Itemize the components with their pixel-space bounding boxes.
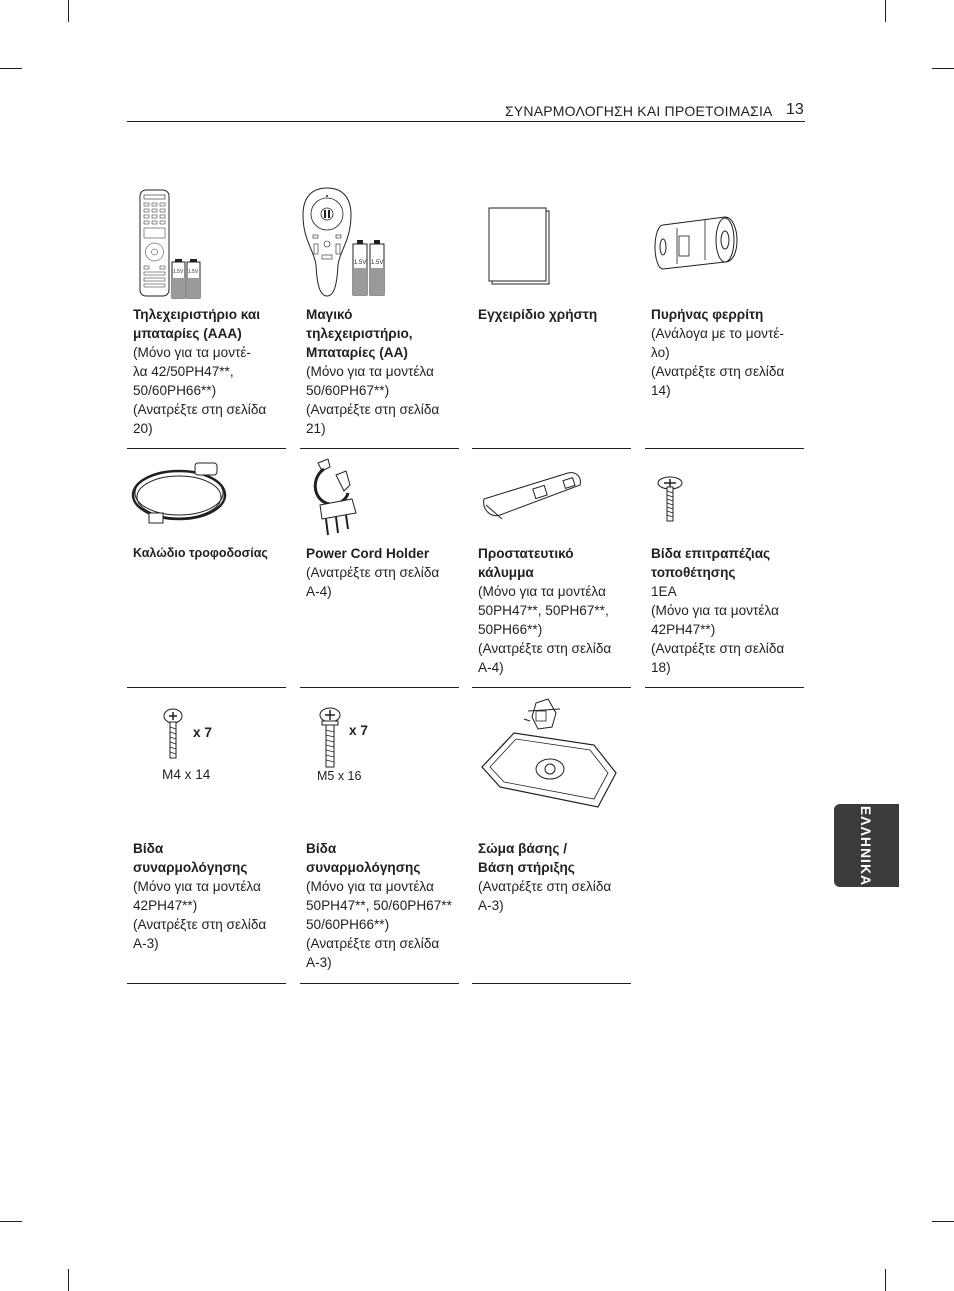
page-number: 13 bbox=[786, 101, 804, 118]
item-owners-manual bbox=[472, 180, 631, 448]
item-line: (Ανατρέξτε στη σελίδα bbox=[478, 641, 612, 656]
item-power-cord bbox=[127, 449, 286, 687]
crop-mark bbox=[0, 68, 22, 69]
item-line: 42PH47**) bbox=[133, 898, 198, 913]
item-line: (Ανάλογα με το μοντέ- bbox=[651, 326, 784, 341]
item-title: Βίδα συναρμολόγησης bbox=[306, 841, 421, 875]
item-line: (Μόνο για τα μοντέλα bbox=[651, 603, 779, 618]
item-title: Καλώδιο τροφοδοσίας bbox=[133, 546, 268, 560]
item-line: (Ανατρέξτε στη σελίδα bbox=[478, 879, 612, 894]
item-description bbox=[133, 839, 266, 953]
item-description bbox=[306, 839, 452, 972]
item-line: 14) bbox=[651, 383, 671, 398]
item-magic-remote bbox=[300, 180, 459, 448]
item-line: 50PH47**, 50/60PH67** bbox=[306, 898, 452, 913]
item-line: (Μόνο για τα μοντέ- bbox=[133, 345, 251, 360]
protective-cover-icon bbox=[472, 449, 631, 544]
item-title: Προστατευτικό κάλυμμα bbox=[478, 546, 574, 580]
row-divider bbox=[127, 687, 286, 688]
item-line: 50/60PH67**) bbox=[306, 383, 390, 398]
quantity-label: x 7 bbox=[193, 725, 212, 740]
screw-icon bbox=[127, 689, 286, 799]
item-assembly-screw-m4 bbox=[127, 689, 286, 983]
item-line: (Μόνο για τα μοντέλα bbox=[133, 879, 261, 894]
item-power-cord-holder bbox=[300, 449, 459, 687]
crop-mark bbox=[885, 1269, 886, 1291]
item-line: (Ανατρέξτε στη σελίδα bbox=[133, 917, 267, 932]
item-line: A-3) bbox=[478, 898, 504, 913]
row-divider bbox=[300, 983, 459, 984]
cord-holder-icon bbox=[300, 449, 459, 544]
item-title: Σώμα βάσης / Βάση στήριξης bbox=[478, 841, 575, 875]
crop-mark bbox=[885, 0, 886, 22]
item-description bbox=[133, 544, 268, 563]
item-line: (Μόνο για τα μοντέλα bbox=[478, 584, 606, 599]
crop-mark bbox=[932, 68, 954, 69]
item-line: λα 42/50PH47**, bbox=[133, 364, 234, 379]
item-title: Βίδα επιτραπέζιας τοποθέτησης bbox=[651, 546, 771, 580]
row-divider bbox=[300, 687, 459, 688]
item-line: 50PH47**, 50PH67**, bbox=[478, 603, 609, 618]
size-label: M5 x 16 bbox=[317, 769, 362, 783]
item-description bbox=[478, 544, 611, 677]
row-divider bbox=[127, 983, 286, 984]
power-cord-icon bbox=[127, 449, 286, 544]
item-line: 42PH47**) bbox=[651, 622, 716, 637]
item-description bbox=[651, 544, 784, 677]
item-description bbox=[478, 839, 611, 915]
ferrite-core-icon bbox=[645, 180, 804, 305]
item-line: A-3) bbox=[306, 955, 332, 970]
item-line: (Ανατρέξτε στη σελίδα bbox=[306, 936, 440, 951]
crop-mark bbox=[932, 1221, 954, 1222]
item-title: Power Cord Holder bbox=[306, 546, 430, 561]
item-line: λο) bbox=[651, 345, 670, 360]
screw-icon bbox=[645, 449, 804, 544]
item-line: (Ανατρέξτε στη σελίδα bbox=[651, 364, 785, 379]
item-line: (Μόνο για τα μοντέλα bbox=[306, 879, 434, 894]
crop-mark bbox=[0, 1221, 22, 1222]
row-divider bbox=[472, 687, 631, 688]
crop-mark bbox=[68, 1269, 69, 1291]
remote-control-icon bbox=[127, 180, 286, 305]
item-ferrite-core bbox=[645, 180, 804, 448]
item-description bbox=[133, 305, 286, 438]
item-title: Βίδα συναρμολόγησης bbox=[133, 841, 248, 875]
item-description bbox=[306, 544, 439, 601]
item-line: A-3) bbox=[133, 936, 159, 951]
item-title: Εγχειρίδιο χρήστη bbox=[478, 307, 598, 322]
battery-label: 1.5V bbox=[354, 260, 367, 266]
item-line: 21) bbox=[306, 421, 326, 436]
item-protective-cover bbox=[472, 449, 631, 687]
language-tab bbox=[834, 804, 899, 887]
item-title: Πυρήνας φερρίτη bbox=[651, 307, 764, 322]
item-line: (Ανατρέξτε στη σελίδα bbox=[651, 641, 785, 656]
item-desk-mount-screw bbox=[645, 449, 804, 687]
item-line: 50/60PH66**) bbox=[133, 383, 217, 398]
row-divider bbox=[645, 687, 804, 688]
item-description bbox=[651, 305, 784, 400]
size-label: M4 x 14 bbox=[162, 767, 211, 782]
header-divider bbox=[127, 121, 805, 122]
language-tab-label: ΕΛΛΗΝΙΚΑ bbox=[858, 805, 875, 886]
item-assembly-screw-m5 bbox=[300, 689, 459, 983]
magic-remote-icon bbox=[300, 180, 459, 305]
stand-base-icon bbox=[472, 689, 631, 814]
item-description bbox=[478, 305, 597, 324]
item-line: A-4) bbox=[306, 584, 332, 599]
item-line: (Ανατρέξτε στη σελίδα bbox=[133, 402, 267, 417]
item-title: Μαγικό τηλεχειριστήριο, Μπαταρίες (AA) bbox=[306, 307, 413, 360]
item-stand-base bbox=[472, 689, 631, 983]
row-divider bbox=[472, 983, 631, 984]
item-line: 18) bbox=[651, 660, 671, 675]
item-line: 50/60PH66**) bbox=[306, 917, 390, 932]
item-line: (Ανατρέξτε στη σελίδα bbox=[306, 565, 440, 580]
section-title: ΣΥΝΑΡΜΟΛΟΓΗΣΗ ΚΑΙ ΠΡΟΕΤΟΙΜΑΣΙΑ bbox=[505, 103, 773, 119]
item-line: A-4) bbox=[478, 660, 504, 675]
battery-label: 1.5V bbox=[371, 260, 384, 266]
item-line: 20) bbox=[133, 421, 153, 436]
item-line: (Ανατρέξτε στη σελίδα bbox=[306, 402, 440, 417]
item-remote-control bbox=[127, 180, 286, 448]
battery-label: 1.5V bbox=[173, 269, 184, 275]
item-line: 50PH66**) bbox=[478, 622, 543, 637]
item-title: Τηλεχειριστήριο και μπαταρίες (AAA) bbox=[133, 307, 261, 341]
item-line: (Μόνο για τα μοντέλα bbox=[306, 364, 434, 379]
item-description bbox=[306, 305, 439, 438]
item-line: 1EA bbox=[651, 584, 677, 599]
crop-mark bbox=[68, 0, 69, 22]
manual-book-icon bbox=[472, 180, 631, 305]
battery-label: 1.5V bbox=[188, 269, 199, 275]
quantity-label: x 7 bbox=[349, 723, 368, 738]
